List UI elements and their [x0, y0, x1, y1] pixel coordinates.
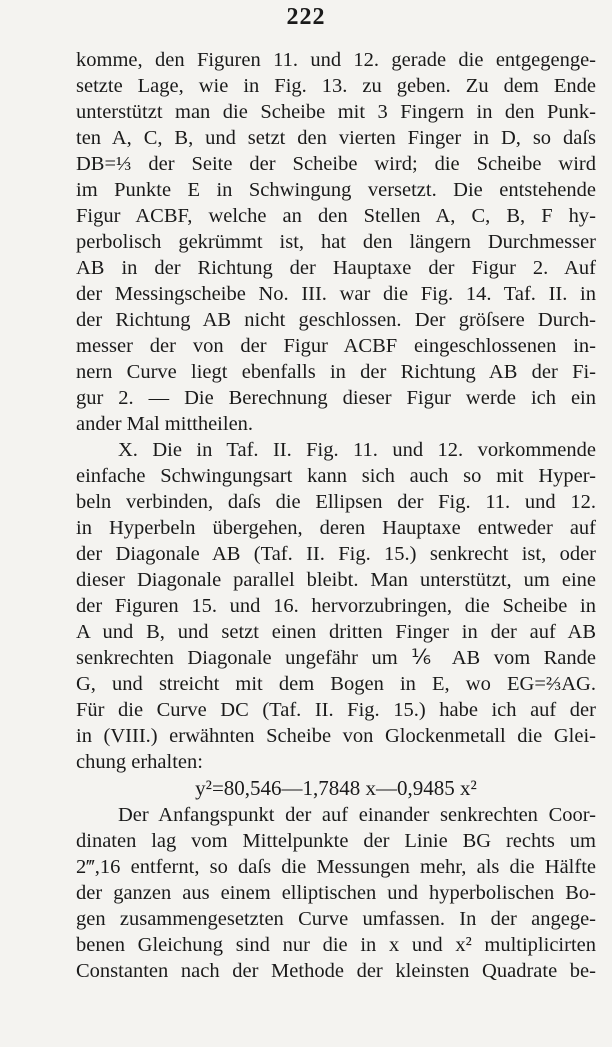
text-line: 2‴,16 entfernt, so daſs die Messungen mehr, als die Hälfte — [76, 856, 596, 878]
text-line: der Messingscheibe No. III. war die Fig. 14. Taf. II. in — [76, 283, 596, 305]
text-line: gur 2. — Die Berechnung dieser Figur werde ich ein — [76, 387, 596, 409]
text-line: einfache Schwingungsart kann sich auch so mit Hyper- — [76, 465, 596, 487]
text-line: Figur ACBF, welche an den Stellen A, C, B, F hy- — [76, 205, 596, 227]
text-line: der Richtung AB nicht geschlossen. Der gröſsere Durch- — [76, 309, 596, 331]
text-line: DB=⅓ der Seite der Scheibe wird; die Scheibe wird — [76, 153, 596, 175]
text-line: der Diagonale AB (Taf. II. Fig. 15.) senkrecht ist, oder — [76, 543, 596, 565]
paragraph-start-line: Der Anfangspunkt der auf einander senkrechten Coor- — [118, 804, 596, 826]
text-line: in Hyperbeln übergehen, deren Hauptaxe entweder auf — [76, 517, 596, 539]
section-start-line: X. Die in Taf. II. Fig. 11. und 12. vorkommende — [118, 439, 596, 461]
body-text — [76, 47, 596, 984]
text-line: AB in der Richtung der Hauptaxe der Figur 2. Auf — [76, 257, 596, 279]
text-line: perbolisch gekrümmt ist, hat den längern Durchmesser — [76, 231, 596, 253]
page-number: 222 — [286, 4, 326, 30]
text-line: ten A, C, B, und setzt den vierten Finger in D, so daſs — [76, 127, 596, 149]
text-line: der Figuren 15. und 16. hervorzubringen, die Scheibe in — [76, 595, 596, 617]
text-line: benen Gleichung sind nur die in x und x² multiplicirten — [76, 934, 596, 956]
text-line: unterstützt man die Scheibe mit 3 Fingern in den Punk- — [76, 101, 596, 123]
text-line: in (VIII.) erwähnten Scheibe von Glockenmetall die Glei- — [76, 725, 596, 747]
text-line: Für die Curve DC (Taf. II. Fig. 15.) habe ich auf der — [76, 699, 596, 721]
text-line: messer der von der Figur ACBF eingeschlossenen in- — [76, 335, 596, 357]
text-line: im Punkte E in Schwingung versetzt. Die entstehende — [76, 179, 596, 201]
text-line: gen zusammengesetzten Curve umfassen. In der angege- — [76, 908, 596, 930]
text-line: Constanten nach der Methode der kleinsten Quadrate be- — [76, 960, 596, 982]
text-line: A und B, und setzt einen dritten Finger in der auf AB — [76, 621, 596, 643]
text-line: nern Curve liegt ebenfalls in der Richtung AB der Fi- — [76, 361, 596, 383]
text-line: dieser Diagonale parallel bleibt. Man unterstützt, um eine — [76, 569, 596, 591]
text-line: dinaten lag vom Mittelpunkte der Linie BG rechts um — [76, 830, 596, 852]
text-line: senkrechten Diagonale ungefähr um ⅙ AB vom Rande — [76, 647, 596, 669]
text-line: komme, den Figuren 11. und 12. gerade die entgegenge- — [76, 49, 596, 71]
text-line: setzte Lage, wie in Fig. 13. zu geben. Zu dem Ende — [76, 75, 596, 97]
text-line: ander Mal mittheilen. — [76, 413, 254, 435]
text-line: der ganzen aus einem elliptischen und hyperbolischen Bo- — [76, 882, 596, 904]
text-line: chung erhalten: — [76, 751, 203, 773]
equation: y²=80,546—1,7848 x—0,9485 x² — [195, 776, 477, 800]
text-line: beln verbinden, daſs die Ellipsen der Fig. 11. und 12. — [76, 491, 596, 513]
text-line: G, und streicht mit dem Bogen in E, wo EG=⅔AG. — [76, 673, 596, 695]
